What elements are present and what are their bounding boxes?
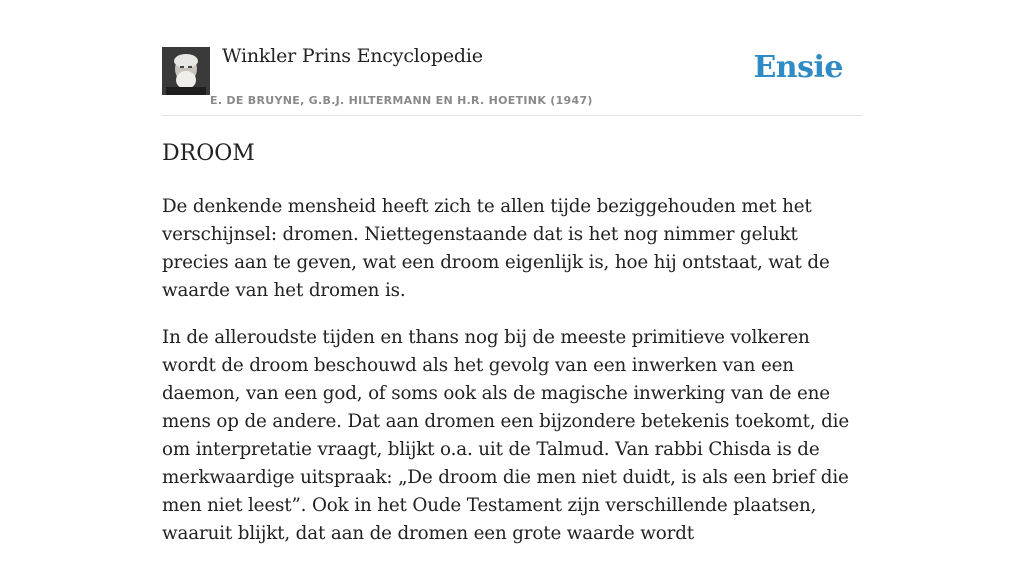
article-paragraph: In de alleroudste tijden en thans nog bij de meeste primitieve volkeren wordt de droom beschouwd als het gevolg van een inwerken van een daemon, van een god, of soms ook als de magische inwerking van de ene mens op de andere. Dat aan dromen een bijzondere betekenis toekomt, die om interpretatie vraagt, blijkt o.a. uit de Talmud. Van rabbi Chisda is de merkwaardige uitspraak: „De droom die men niet duidt, is als een brief die men niet leest”. Ook in het Oude Testament zijn verschillende plaatsen, waaruit blijkt, dat aan de dromen een grote waarde wordt bbox=[162, 327, 850, 544]
source-title[interactable]: Winkler Prins Encyclopedie bbox=[222, 45, 483, 67]
ensie-logo[interactable]: Ensie bbox=[753, 50, 843, 85]
article-title: DROOM bbox=[162, 141, 255, 166]
source-authors: E. DE BRUYNE, G.B.J. HILTERMANN EN H.R. HOETINK (1947) bbox=[210, 94, 593, 107]
content-column bbox=[162, 0, 862, 544]
article-body bbox=[162, 193, 862, 567]
source-header bbox=[162, 0, 862, 116]
article-paragraph: De denkende mensheid heeft zich te allen tijde beziggehouden met het verschijnsel: dromen. Niettegenstaande dat is het nog nimmer gelukt precies aan te geven, wat een droom eigenlijk is, hoe hij ontstaat, wat de waarde van het dromen is. bbox=[162, 196, 830, 301]
author-avatar bbox=[162, 47, 210, 95]
